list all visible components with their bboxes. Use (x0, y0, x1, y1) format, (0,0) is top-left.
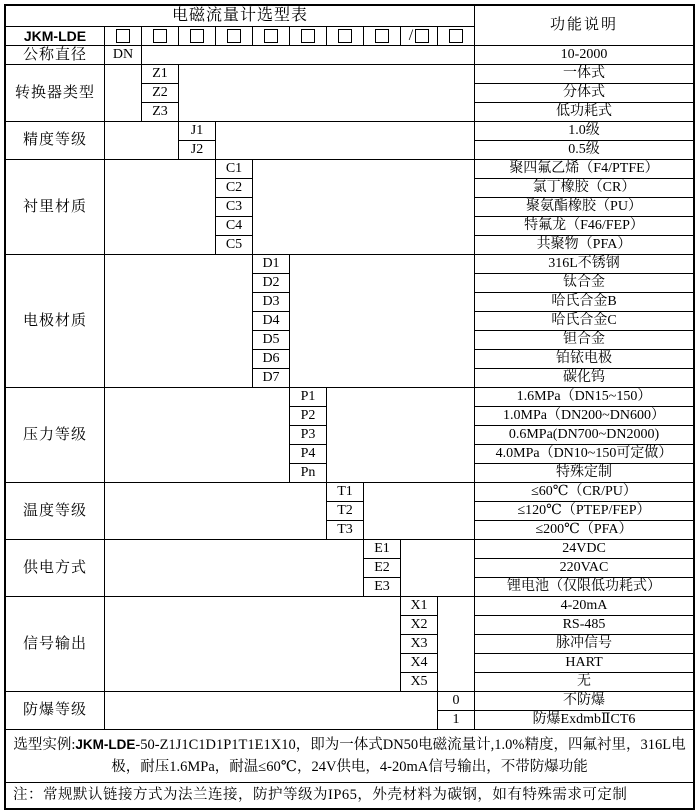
desc-cell-lining-material-c4: 特氟龙（F46/FEP） (475, 217, 693, 235)
desc-cell-accuracy-class-j1: 1.0级 (475, 122, 693, 140)
code-cell-converter-type-z2: Z2 (142, 84, 178, 102)
code-cell-accuracy-class-j1: J1 (179, 122, 215, 140)
desc-cell-temperature-class-t1: ≤60℃（CR/PU） (475, 483, 693, 501)
example-prefix: 选型实例: (13, 737, 76, 753)
section-label-converter-type: 转换器类型 (6, 65, 104, 121)
code-cell-lining-material-c3: C3 (216, 198, 252, 216)
example-model-code: JKM-LDE (75, 737, 136, 752)
model-digit-cell-2 (142, 27, 178, 45)
spacer-left-lining-material (105, 160, 215, 254)
slash-separator: / (408, 27, 414, 44)
desc-cell-pressure-class-p3: 0.6MPa(DN700~DN2000) (475, 426, 693, 444)
model-digit-cell-5 (253, 27, 289, 45)
checkbox-icon[interactable] (116, 29, 130, 43)
desc-cell-lining-material-c5: 共聚物（PFA） (475, 236, 693, 254)
code-cell-pressure-class-p4: P4 (290, 445, 326, 463)
section-label-pressure-class: 压力等级 (6, 388, 104, 482)
example-description: -50-Z1J1C1D1P1T1E1X10，即为一体式DN50电磁流量计,1.0%精度，四氟衬里，316L电极，耐压1.6MPa，耐温≤60℃，24V供电，4-20mA信号输出，不带防爆功能 (111, 737, 686, 776)
code-cell-converter-type-z1: Z1 (142, 65, 178, 83)
desc-cell-explosion-proof-0: 不防爆 (475, 692, 693, 710)
spacer-right-accuracy-class (216, 122, 474, 159)
code-cell-electrode-material-d2: D2 (253, 274, 289, 292)
code-cell-lining-material-c2: C2 (216, 179, 252, 197)
spacer-left-signal-output (105, 597, 400, 691)
checkbox-icon[interactable] (227, 29, 241, 43)
desc-cell-pressure-class-p1: 1.6MPa（DN15~150） (475, 388, 693, 406)
code-cell-lining-material-c4: C4 (216, 217, 252, 235)
desc-cell-electrode-material-d5: 钽合金 (475, 331, 693, 349)
desc-cell-signal-output-x4: HART (475, 654, 693, 672)
code-cell-explosion-proof-0: 0 (438, 692, 474, 710)
checkbox-icon[interactable] (153, 29, 167, 43)
code-cell-electrode-material-d7: D7 (253, 369, 289, 387)
code-cell-signal-output-x3: X3 (401, 635, 437, 653)
code-cell-converter-type-z3: Z3 (142, 103, 178, 121)
spacer-left-power-supply (105, 540, 363, 596)
section-label-electrode-material: 电极材质 (6, 255, 104, 387)
desc-cell-power-supply-e1: 24VDC (475, 540, 693, 558)
code-cell-pressure-class-p1: P1 (290, 388, 326, 406)
model-digit-cell-6 (290, 27, 326, 45)
desc-cell-temperature-class-t2: ≤120℃（PTEP/FEP） (475, 502, 693, 520)
spacer-left-pressure-class (105, 388, 289, 482)
code-cell-electrode-material-d6: D6 (253, 350, 289, 368)
spacer-right-signal-output (438, 597, 474, 691)
desc-cell-electrode-material-d7: 碳化钨 (475, 369, 693, 387)
section-label-explosion-proof: 防爆等级 (6, 692, 104, 729)
desc-cell-accuracy-class-j2: 0.5级 (475, 141, 693, 159)
checkbox-icon[interactable] (301, 29, 315, 43)
spacer-right-electrode-material (290, 255, 474, 387)
spacer-right-power-supply (401, 540, 474, 596)
model-digit-cell-9 (401, 27, 437, 45)
desc-cell-lining-material-c3: 聚氨酯橡胶（PU） (475, 198, 693, 216)
section-label-dn: 公称直径 (6, 46, 104, 64)
selection-table (4, 4, 695, 810)
desc-cell-pressure-class-pn: 特殊定制 (475, 464, 693, 482)
desc-cell-signal-output-x2: RS-485 (475, 616, 693, 634)
code-cell-signal-output-x1: X1 (401, 597, 437, 615)
desc-cell-power-supply-e2: 220VAC (475, 559, 693, 577)
desc-cell-lining-material-c1: 聚四氟乙烯（F4/PTFE） (475, 160, 693, 178)
code-cell-lining-material-c5: C5 (216, 236, 252, 254)
spacer-right-lining-material (253, 160, 474, 254)
checkbox-icon[interactable] (415, 29, 429, 43)
desc-cell-converter-type-z1: 一体式 (475, 65, 693, 83)
desc-cell-signal-output-x1: 4-20mA (475, 597, 693, 615)
spacer-left-converter-type (105, 65, 141, 121)
section-label-power-supply: 供电方式 (6, 540, 104, 596)
desc-cell-explosion-proof-1: 防爆ExdmbⅡCT6 (475, 711, 693, 729)
code-cell-lining-material-c1: C1 (216, 160, 252, 178)
checkbox-icon[interactable] (338, 29, 352, 43)
code-cell-signal-output-x5: X5 (401, 673, 437, 691)
desc-cell-signal-output-x3: 脉冲信号 (475, 635, 693, 653)
code-cell-power-supply-e2: E2 (364, 559, 400, 577)
spacer-left-explosion-proof (105, 692, 437, 729)
desc-cell-electrode-material-d3: 哈氏合金B (475, 293, 693, 311)
spacer-left-electrode-material (105, 255, 252, 387)
desc-cell-converter-type-z3: 低功耗式 (475, 103, 693, 121)
code-cell-accuracy-class-j2: J2 (179, 141, 215, 159)
desc-cell-electrode-material-d6: 铂铱电极 (475, 350, 693, 368)
desc-cell-electrode-material-d4: 哈氏合金C (475, 312, 693, 330)
checkbox-icon[interactable] (375, 29, 389, 43)
desc-cell-pressure-class-p4: 4.0MPa（DN10~150可定做） (475, 445, 693, 463)
code-cell-power-supply-e3: E3 (364, 578, 400, 596)
function-description-header: 功能说明 (475, 6, 693, 45)
desc-cell-temperature-class-t3: ≤200℃（PFA） (475, 521, 693, 539)
desc-cell-signal-output-x5: 无 (475, 673, 693, 691)
code-cell-pressure-class-pn: Pn (290, 464, 326, 482)
code-cell-signal-output-x2: X2 (401, 616, 437, 634)
spacer-right-pressure-class (327, 388, 474, 482)
code-cell-explosion-proof-1: 1 (438, 711, 474, 729)
model-digit-cell-8 (364, 27, 400, 45)
checkbox-icon[interactable] (264, 29, 278, 43)
code-cell-signal-output-x4: X4 (401, 654, 437, 672)
desc-cell-electrode-material-d1: 316L不锈钢 (475, 255, 693, 273)
model-digit-cell-10 (438, 27, 474, 45)
desc-cell-electrode-material-d2: 钛合金 (475, 274, 693, 292)
model-digit-cell-7 (327, 27, 363, 45)
code-cell-pressure-class-p2: P2 (290, 407, 326, 425)
spacer-right-converter-type (179, 65, 474, 121)
desc-cell-dn-dn: 10-2000 (475, 46, 693, 64)
spacer-left-temperature-class (105, 483, 326, 539)
code-cell-power-supply-e1: E1 (364, 540, 400, 558)
code-cell-pressure-class-p3: P3 (290, 426, 326, 444)
code-cell-temperature-class-t3: T3 (327, 521, 363, 539)
checkbox-icon[interactable] (190, 29, 204, 43)
desc-cell-pressure-class-p2: 1.0MPa（DN200~DN600） (475, 407, 693, 425)
section-label-temperature-class: 温度等级 (6, 483, 104, 539)
table-title: 电磁流量计选型表 (6, 6, 474, 26)
section-label-lining-material: 衬里材质 (6, 160, 104, 254)
section-label-signal-output: 信号输出 (6, 597, 104, 691)
model-digit-cell-4 (216, 27, 252, 45)
code-cell-temperature-class-t1: T1 (327, 483, 363, 501)
desc-cell-power-supply-e3: 锂电池（仅限低功耗式） (475, 578, 693, 596)
checkbox-icon[interactable] (449, 29, 463, 43)
section-label-accuracy-class: 精度等级 (6, 122, 104, 159)
spacer-right-dn (142, 46, 474, 64)
code-cell-temperature-class-t2: T2 (327, 502, 363, 520)
model-digit-cell-3 (179, 27, 215, 45)
code-cell-electrode-material-d1: D1 (253, 255, 289, 273)
model-digit-cell-1 (105, 27, 141, 45)
selection-example-row (6, 730, 693, 782)
footnote-row: 注：常规默认链接方式为法兰连接，防护等级为IP65，外壳材料为碳钢，如有特殊需求可定制 (6, 783, 693, 808)
code-cell-dn-dn: DN (105, 46, 141, 64)
code-cell-electrode-material-d4: D4 (253, 312, 289, 330)
code-cell-electrode-material-d3: D3 (253, 293, 289, 311)
model-code-label: JKM-LDE (6, 27, 104, 45)
spacer-left-accuracy-class (105, 122, 178, 159)
code-cell-electrode-material-d5: D5 (253, 331, 289, 349)
desc-cell-converter-type-z2: 分体式 (475, 84, 693, 102)
desc-cell-lining-material-c2: 氯丁橡胶（CR） (475, 179, 693, 197)
spacer-right-temperature-class (364, 483, 474, 539)
